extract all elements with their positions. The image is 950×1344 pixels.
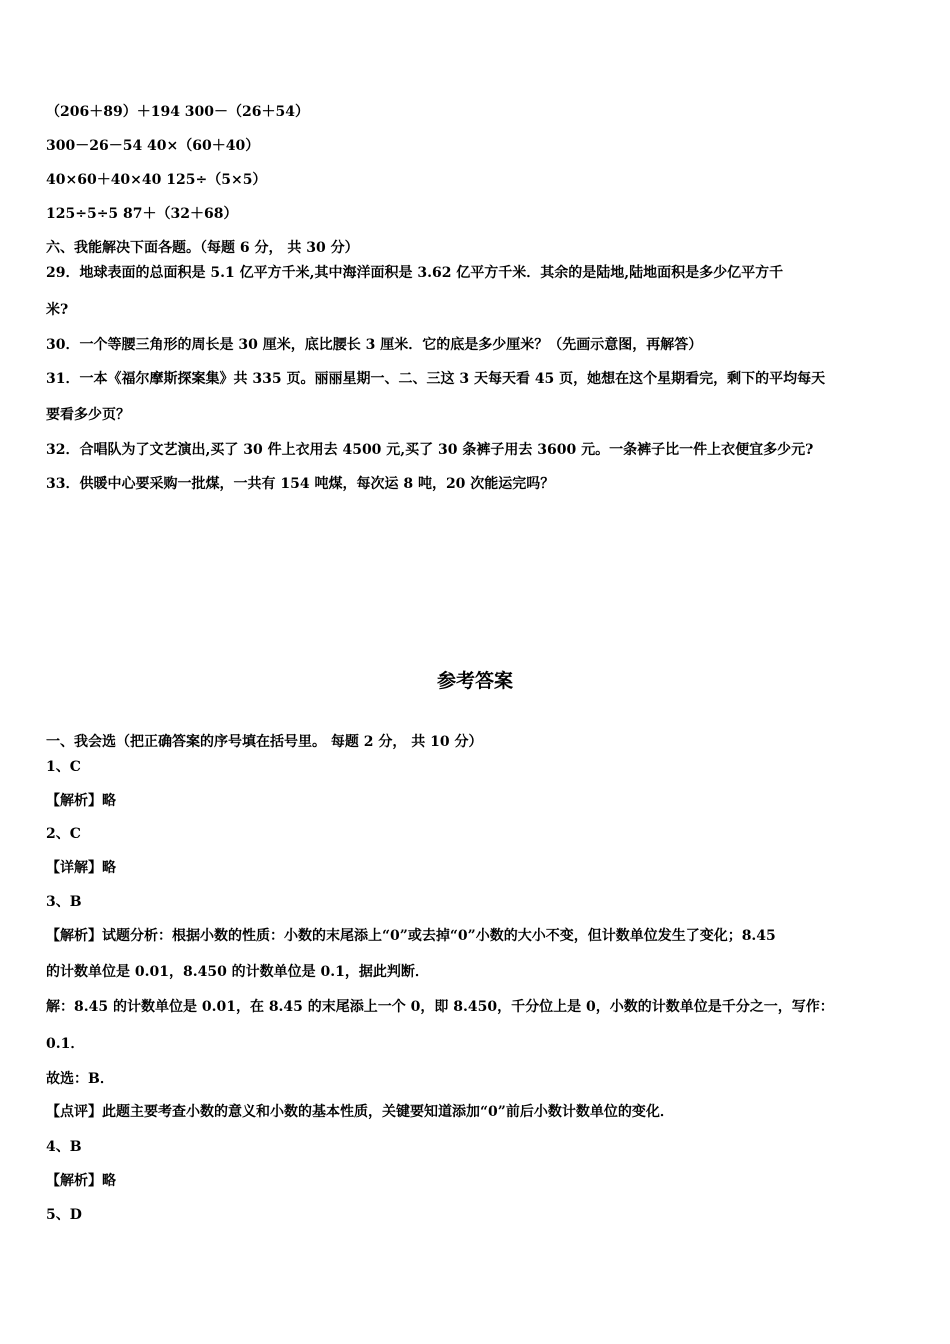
answer-4: 4、B — [46, 1139, 82, 1155]
question-29-line-1: 29．地球表面的总面积是 5.1 亿平方千米,其中海洋面积是 3.62 亿平方千米．其余的是陆地,陆地面积是多少亿平方千 — [46, 265, 784, 281]
question-29-line-2: 米? — [46, 302, 69, 318]
section6-heading: 六、我能解决下面各题。（每题 6 分， 共 30 分） — [46, 240, 359, 256]
calc-line-4: 125÷5÷5 87＋（32＋68） — [46, 206, 238, 222]
question-31-line-1: 31．一本《福尔摩斯探案集》共 335 页。丽丽星期一、二、三这 3 天每天看 45 页，她想在这个星期看完，剩下的平均每天 — [46, 371, 826, 387]
answer-2-note: 【详解】略 — [46, 860, 116, 876]
question-30: 30．一个等腰三角形的周长是 30 厘米，底比腰长 3 厘米．它的底是多少厘米？（先画示意图，再解答） — [46, 337, 703, 353]
answer-1-note: 【解析】略 — [46, 793, 116, 809]
answer-5: 5、D — [46, 1207, 82, 1223]
answer-3-analysis-line-1: 【解析】试题分析：根据小数的性质：小数的末尾添上“0”或去掉“0”小数的大小不变，但计数单位发生了变化；8.45 — [46, 928, 776, 944]
answer-3-solution-line-1: 解：8.45 的计数单位是 0.01，在 8.45 的末尾添上一个 0，即 8.450，千分位上是 0，小数的计数单位是千分之一，写作： — [46, 999, 834, 1015]
question-31-line-2: 要看多少页？ — [46, 407, 130, 423]
calc-line-2: 300－26－54 40×（60＋40） — [46, 138, 260, 154]
question-33: 33．供暖中心要采购一批煤，一共有 154 吨煤，每次运 8 吨，20 次能运完吗？ — [46, 476, 555, 492]
answer-4-note: 【解析】略 — [46, 1173, 116, 1189]
answer-3-analysis-line-2: 的计数单位是 0.01，8.450 的计数单位是 0.1，据此判断． — [46, 964, 429, 980]
answer-3-choice: 故选：B． — [46, 1071, 114, 1087]
answer-3-comment: 【点评】此题主要考查小数的意义和小数的基本性质，关键要知道添加“0”前后小数计数单位的变化． — [46, 1104, 674, 1120]
answer-3: 3、B — [46, 894, 82, 910]
calc-line-3: 40×60＋40×40 125÷（5×5） — [46, 172, 267, 188]
answer-2: 2、C — [46, 826, 81, 842]
question-32: 32．合唱队为了文艺演出,买了 30 件上衣用去 4500 元,买了 30 条裤子用去 3600 元。一条裤子比一件上衣便宜多少元? — [46, 442, 814, 458]
answers-title: 参考答案 — [436, 670, 513, 692]
answer-3-solution-line-2: 0.1． — [46, 1036, 85, 1052]
calc-line-1: （206＋89）＋194 300－（26＋54） — [46, 104, 309, 120]
answers-section1-heading: 一、我会选（把正确答案的序号填在括号里。 每题 2 分， 共 10 分） — [46, 734, 483, 750]
answer-1: 1、C — [46, 759, 81, 775]
